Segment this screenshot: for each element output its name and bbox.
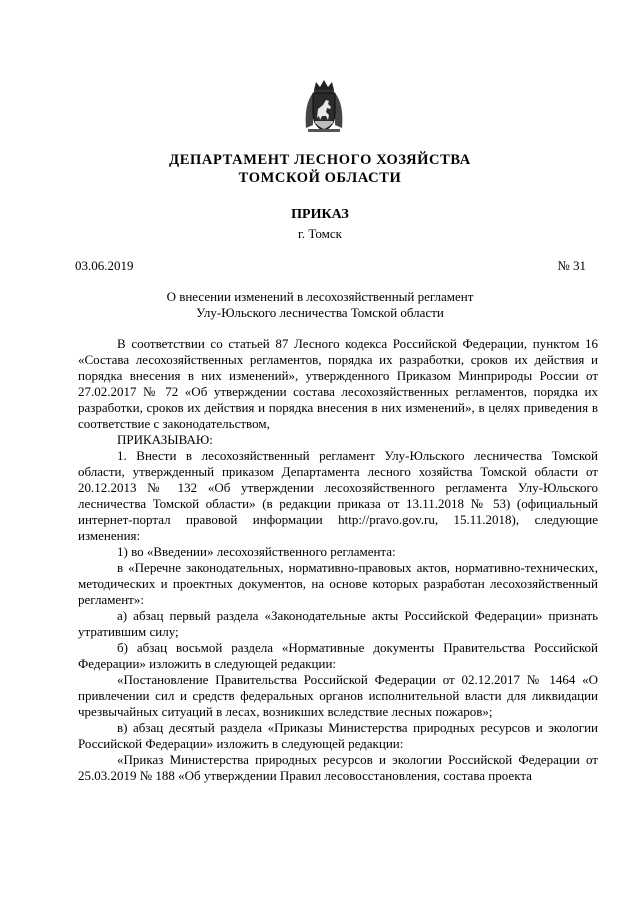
body-paragraph-b: б) абзац восьмой раздела «Нормативные документы Правительства Российской Федерации» изложить в следующей редакции: [78,640,598,671]
body-paragraph-list-intro: в «Перечне законодательных, нормативно-правовых актов, нормативно-технических, методических и проектных документов, на основе которых разработан лесохозяйственный регламент»: [78,560,598,607]
order-subject-line-2: Улу-Юльского лесничества Томской области [196,305,444,320]
order-subject-line-1: О внесении изменений в лесохозяйственный регламент [166,289,474,304]
body-paragraph-a: а) абзац первый раздела «Законодательные акты Российской Федерации» признать утратившим силу; [78,608,598,639]
order-date: 03.06.2019 [75,258,134,273]
order-number: № 31 [557,258,586,273]
department-name-line-1: ДЕПАРТАМЕНТ ЛЕСНОГО ХОЗЯЙСТВА [169,152,471,168]
body-paragraph-preamble: В соответствии со статьей 87 Лесного кодекса Российской Федерации, пунктом 16 «Состава лесохозяйственных регламентов, порядка их разработки, сроков их действия и порядка внесения в них изменений», утвержденного Приказом Минприроды России от 27.02.2017 № 72 «Об утверждении состава лесохозяйственных регламентов, порядка их разработки, сроков их действия и порядка внесения в них изменений», в целях приведения в соответствие с законодательством, [78,336,598,431]
body-paragraph-order-word: ПРИКАЗЫВАЮ: [117,432,213,447]
order-body [78,336,598,784]
order-title: ПРИКАЗ [291,207,349,222]
tomsk-region-coat-of-arms-icon [302,78,346,134]
body-paragraph-subitem-1: 1) во «Введении» лесохозяйственного регламента: [117,544,396,559]
body-paragraph-item-1: 1. Внести в лесохозяйственный регламент Улу-Юльского лесничества Томской области, утвержденный приказом Департамента лесного хозяйства Томской области от 20.12.2013 № 132 «Об утверждении лесохозяйственного регламента Улу-Юльского лесничества Томской области» (в редакции приказа от 13.11.2018 № 53) (официальный интернет-портал правовой информации http://pravo.gov.ru, 15.11.2018), следующие изменения: [78,448,598,543]
order-subject [0,289,640,321]
order-city: г. Томск [298,226,342,241]
department-name-line-2: ТОМСКОЙ ОБЛАСТИ [238,170,402,186]
body-paragraph-v: в) абзац десятый раздела «Приказы Министерства природных ресурсов и экологии Российской Федерации» изложить в следующей редакции: [78,720,598,751]
body-paragraph-b-text: «Постановление Правительства Российской Федерации от 02.12.2017 № 1464 «О привлечении сил и средств федеральных органов исполнительной власти для ликвидации чрезвычайных ситуаций в лесах, возникших вследствие лесных пожаров»; [78,672,598,719]
body-paragraph-v-text: «Приказ Министерства природных ресурсов и экологии Российской Федерации от 25.03.2019 № 188 «Об утверждении Правил лесовосстановления, состава проекта [78,752,598,783]
